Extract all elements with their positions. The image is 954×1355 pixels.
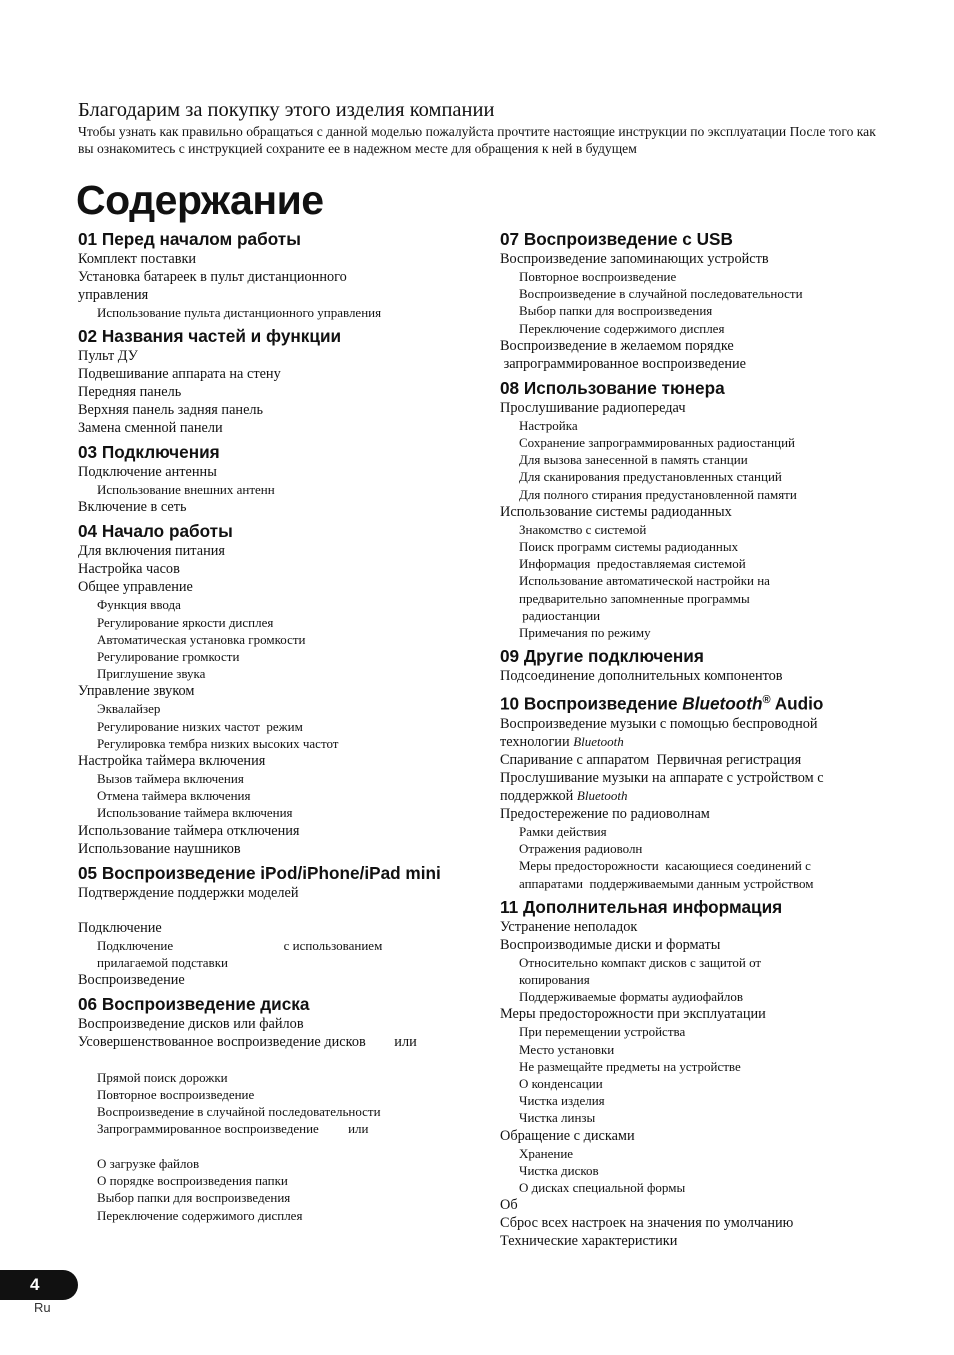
toc-entry[interactable]: Прослушивание радиопередач bbox=[500, 399, 686, 416]
toc-subentry[interactable]: Чистка изделия bbox=[519, 1093, 605, 1109]
toc-subentry[interactable]: Воспроизведение в случайной последовательности bbox=[97, 1104, 381, 1120]
toc-subentry[interactable]: копирования bbox=[519, 972, 590, 987]
toc-subentry[interactable]: Регулирование низких частот режим bbox=[97, 718, 303, 734]
blank-line bbox=[78, 902, 478, 919]
toc-subentry[interactable]: прилагаемой подставки bbox=[97, 955, 228, 971]
toc-subentry[interactable]: Автоматическая установка громкости bbox=[97, 631, 306, 647]
toc-subentry[interactable]: Поиск программ системы радиоданных bbox=[519, 539, 739, 555]
toc-subentry[interactable]: радиостанции bbox=[519, 607, 601, 623]
toc-subentry[interactable]: Использование пульта дистанционного управления bbox=[97, 305, 382, 320]
toc-entry[interactable]: Воспроизведение в желаемом порядке bbox=[500, 337, 734, 354]
toc-subentry[interactable]: Функция ввода bbox=[97, 597, 181, 613]
toc-subentry[interactable]: Поддерживаемые форматы аудиофайлов bbox=[519, 989, 744, 1005]
toc-entry[interactable]: Подсоединение дополнительных компонентов bbox=[500, 668, 783, 685]
toc-subentry[interactable]: Использование автоматической настройки на bbox=[519, 573, 770, 589]
section-08-heading[interactable]: 08 Использование тюнера bbox=[500, 377, 725, 398]
toc-entry[interactable]: Усовершенствованное воспроизведение дисков или bbox=[78, 1034, 417, 1051]
toc-subentry[interactable]: Регулировка тембра низких высоких частот bbox=[97, 735, 339, 751]
intro-title: Благодарим за покупку этого изделия компании bbox=[78, 99, 495, 121]
toc-entry[interactable]: Использование наушников bbox=[78, 840, 241, 857]
toc-subentry[interactable]: Регулирование громкости bbox=[97, 649, 240, 665]
toc-entry[interactable]: Устранение неполадок bbox=[500, 918, 638, 935]
heading-text: 10 Воспроизведение bbox=[500, 693, 683, 714]
toc-subentry[interactable]: Подключение с использованием bbox=[97, 938, 383, 954]
bluetooth-brand: Bluetooth bbox=[682, 693, 763, 714]
toc-entry[interactable]: Воспроизведение дисков или файлов bbox=[78, 1016, 304, 1033]
toc-entry[interactable]: Пульт ДУ bbox=[78, 348, 138, 365]
toc-subentry[interactable]: Переключение содержимого дисплея bbox=[519, 320, 725, 336]
toc-subentry[interactable]: Знакомство с системой bbox=[519, 521, 647, 537]
toc-entry[interactable]: Замена сменной панели bbox=[78, 420, 223, 437]
toc-subentry[interactable]: Переключение содержимого дисплея bbox=[97, 1207, 303, 1223]
toc-subentry[interactable]: Чистка линзы bbox=[519, 1110, 596, 1126]
section-03-heading[interactable]: 03 Подключения bbox=[78, 442, 220, 463]
entry-text: поддержкой bbox=[500, 787, 577, 804]
toc-subentry[interactable]: Использование таймера включения bbox=[97, 805, 293, 821]
blank-line bbox=[78, 1138, 478, 1155]
toc-subentry[interactable]: Вызов таймера включения bbox=[97, 771, 244, 787]
toc-entry[interactable]: Управление звуком bbox=[78, 683, 195, 700]
toc-subentry[interactable]: Для полного стирания предустановленной памяти bbox=[519, 486, 797, 502]
toc-entry[interactable]: Использование таймера отключения bbox=[78, 822, 300, 839]
toc-entry[interactable]: Подвешивание аппарата на стену bbox=[78, 366, 281, 383]
toc-entry[interactable]: Спаривание с аппаратом Первичная регистрация bbox=[500, 751, 802, 768]
toc-subentry[interactable]: Воспроизведение в случайной последовательности bbox=[519, 286, 803, 302]
toc-entry[interactable]: Использование системы радиоданных bbox=[500, 503, 732, 520]
toc-subentry[interactable]: предварительно запомненные программы bbox=[519, 590, 750, 606]
toc-subentry[interactable]: Выбор папки для воспроизведения bbox=[97, 1190, 291, 1206]
section-06-heading[interactable]: 06 Воспроизведение диска bbox=[78, 994, 310, 1015]
toc-entry[interactable]: Технические характеристики bbox=[500, 1233, 678, 1250]
toc-entry[interactable]: Передняя панель bbox=[78, 384, 182, 401]
toc-entry[interactable]: Предостережение по радиоволнам bbox=[500, 805, 710, 822]
toc-subentry[interactable]: Относительно компакт дисков с защитой от bbox=[519, 954, 762, 970]
toc-entry[interactable] bbox=[500, 787, 900, 805]
toc-entry[interactable]: Воспроизводимые диски и форматы bbox=[500, 936, 721, 953]
toc-subentry[interactable]: Эквалайзер bbox=[97, 701, 161, 717]
bluetooth-brand: Bluetooth bbox=[576, 787, 628, 803]
toc-subentry[interactable]: При перемещении устройства bbox=[519, 1024, 686, 1040]
toc-subentry[interactable]: Повторное воспроизведение bbox=[519, 269, 677, 284]
toc-entry[interactable]: Меры предосторожности при эксплуатации bbox=[500, 1006, 766, 1023]
toc-right-column bbox=[500, 228, 900, 1250]
section-02-heading[interactable]: 02 Названия частей и функции bbox=[78, 326, 342, 347]
toc-subentry[interactable]: Информация предоставляемая системой bbox=[519, 556, 746, 572]
section-11-heading[interactable]: 11 Дополнительная информация bbox=[500, 896, 783, 917]
toc-entry[interactable]: Установка батареек в пульт дистанционного bbox=[78, 269, 347, 285]
section-10-heading[interactable] bbox=[500, 689, 900, 715]
toc-entry[interactable]: Воспроизведение bbox=[78, 972, 185, 989]
toc-subentry[interactable]: Чистка дисков bbox=[519, 1162, 599, 1178]
toc-entry[interactable]: Для включения питания bbox=[78, 543, 225, 560]
toc-entry[interactable]: Общее управление bbox=[78, 579, 193, 596]
toc-subentry[interactable]: Использование внешних антенн bbox=[97, 482, 275, 498]
toc-subentry[interactable]: Выбор папки для воспроизведения bbox=[519, 303, 713, 319]
toc-subentry[interactable]: Для вызова занесенной в память станции bbox=[519, 452, 748, 468]
registered-mark: ® bbox=[762, 694, 771, 707]
toc-subentry[interactable]: Отражения радиоволн bbox=[519, 841, 643, 857]
toc-subentry[interactable]: О конденсации bbox=[519, 1076, 603, 1092]
toc-subentry[interactable]: Рамки действия bbox=[519, 823, 607, 839]
toc-subentry[interactable]: Запрограммированное воспроизведение или bbox=[97, 1121, 369, 1137]
toc-subentry[interactable]: Регулирование яркости дисплея bbox=[97, 614, 274, 630]
toc-subentry[interactable]: Не размещайте предметы на устройстве bbox=[519, 1058, 741, 1074]
section-09-heading[interactable]: 09 Другие подключения bbox=[500, 646, 704, 667]
toc-entry[interactable]: Настройка часов bbox=[78, 561, 180, 578]
toc-title: Содержание bbox=[76, 177, 324, 223]
page-number: 4 bbox=[30, 1275, 40, 1294]
toc-entry[interactable]: Об bbox=[500, 1197, 518, 1214]
intro-text: Чтобы узнать как правильно обращаться с данной моделью пожалуйста прочтите настоящие инструкции по эксплуатации После того как вы ознакомитесь с инструкцией сохраните ее в надежном месте для обращения к ней в будущем bbox=[78, 124, 876, 157]
section-05-heading[interactable]: 05 Воспроизведение iPod/iPhone/iPad mini bbox=[78, 862, 441, 883]
toc-subentry[interactable]: Прямой поиск дорожки bbox=[97, 1069, 228, 1085]
entry-text: технологии bbox=[500, 733, 574, 750]
toc-entry[interactable]: Подключение антенны bbox=[78, 464, 217, 481]
toc-entry[interactable]: Сброс всех настроек на значения по умолчанию bbox=[500, 1215, 794, 1232]
toc-entry[interactable]: Подключение bbox=[78, 920, 162, 937]
toc-left-column bbox=[78, 228, 478, 1224]
toc-subentry[interactable]: О порядке воспроизведения папки bbox=[97, 1173, 288, 1189]
toc-subentry[interactable]: Меры предосторожности касающиеся соединений с bbox=[519, 858, 811, 874]
toc-subentry[interactable]: Примечания по режиму bbox=[519, 625, 651, 641]
toc-subentry[interactable]: Хранение bbox=[519, 1145, 574, 1161]
toc-entry[interactable]: запрограммированное воспроизведение bbox=[500, 355, 747, 372]
toc-entry[interactable]: управления bbox=[78, 287, 149, 303]
section-07-heading[interactable]: 07 Воспроизведение с USB bbox=[500, 229, 733, 249]
toc-entry[interactable]: Верхняя панель задняя панель bbox=[78, 402, 264, 419]
bluetooth-brand: Bluetooth bbox=[573, 733, 624, 749]
toc-subentry[interactable]: Для сканирования предустановленных станций bbox=[519, 469, 782, 485]
toc-entry[interactable]: Обращение с дисками bbox=[500, 1127, 635, 1144]
toc-subentry[interactable]: О дисках специальной формы bbox=[519, 1180, 686, 1196]
toc-entry[interactable]: Настройка таймера включения bbox=[78, 753, 266, 770]
toc-entry[interactable]: Воспроизведение запоминающих устройств bbox=[500, 251, 769, 267]
toc-entry[interactable]: Воспроизведение музыки с помощью беспроводной bbox=[500, 715, 818, 732]
toc-subentry[interactable]: О загрузке файлов bbox=[97, 1156, 200, 1172]
toc-entry[interactable]: Комплект поставки bbox=[78, 251, 197, 267]
heading-text: Audio bbox=[770, 693, 824, 714]
toc-entry[interactable]: Включение в сеть bbox=[78, 499, 187, 516]
toc-subentry[interactable]: Настройка bbox=[519, 417, 578, 433]
toc-subentry[interactable]: Повторное воспроизведение bbox=[97, 1087, 255, 1103]
section-01-heading[interactable]: 01 Перед началом работы bbox=[78, 229, 301, 249]
toc-subentry[interactable]: Место установки bbox=[519, 1041, 615, 1057]
toc-subentry[interactable]: Отмена таймера включения bbox=[97, 788, 251, 804]
toc-entry[interactable]: Прослушивание музыки на аппарате с устройством с bbox=[500, 769, 824, 786]
section-04-heading[interactable]: 04 Начало работы bbox=[78, 521, 233, 542]
toc-entry[interactable] bbox=[500, 733, 900, 751]
toc-subentry[interactable]: Приглушение звука bbox=[97, 666, 206, 682]
toc-subentry[interactable]: Сохранение запрограммированных радиостанций bbox=[519, 435, 795, 451]
toc-entry[interactable]: Подтверждение поддержки моделей bbox=[78, 884, 299, 901]
toc-subentry[interactable]: аппаратами поддерживаемыми данным устройством bbox=[519, 875, 814, 891]
blank-line bbox=[78, 1051, 478, 1068]
language-code: Ru bbox=[34, 1300, 51, 1315]
